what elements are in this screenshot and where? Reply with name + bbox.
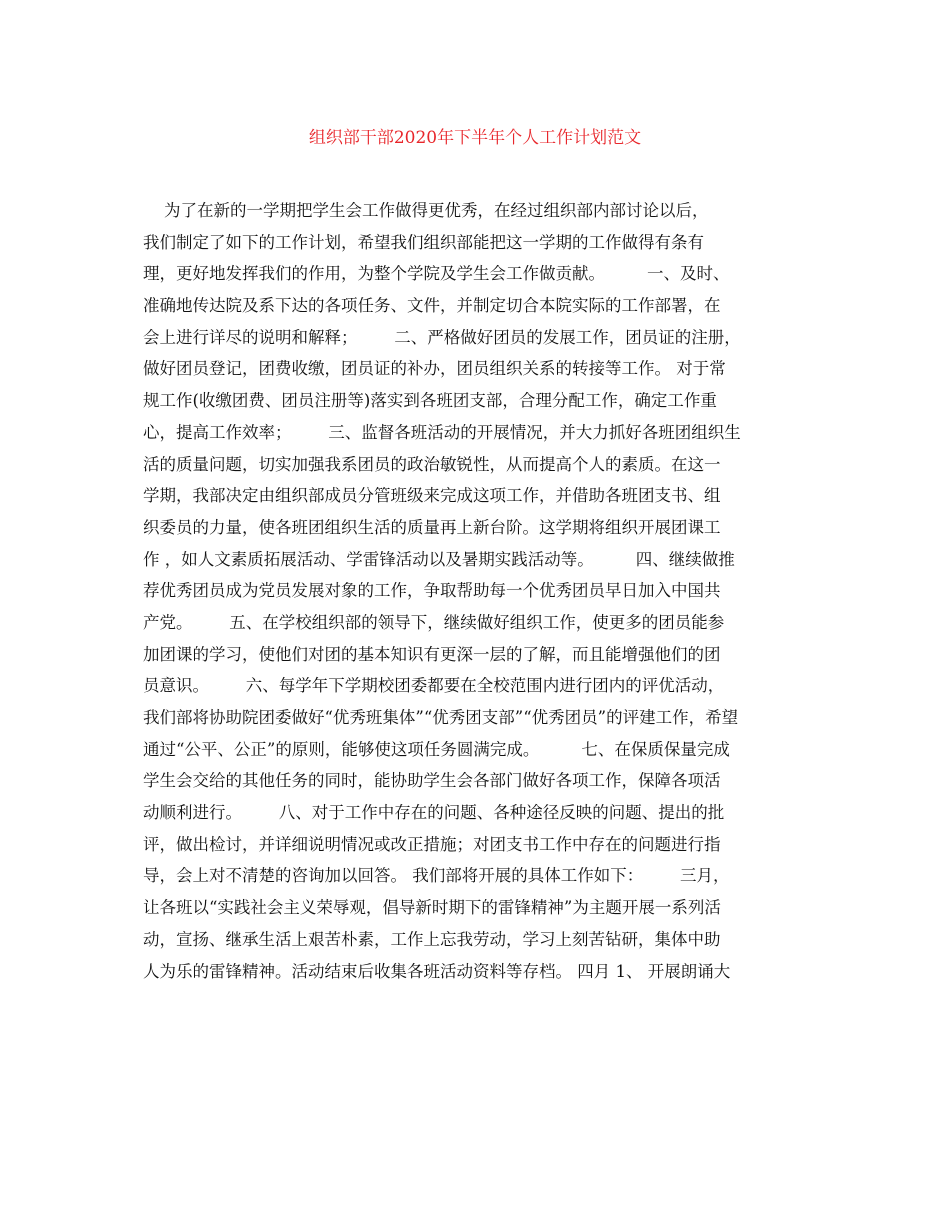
body-text-line: 会上进行详尽的说明和解释； 二、严格做好团员的发展工作，团员证的注册， [143, 327, 741, 347]
body-text-line: 员意识。 六、每学年下学期校团委都要在全校范围内进行团内的评优活动， [143, 676, 725, 696]
body-text-line: 动，宣扬、继承生活上艰苦朴素，工作上忘我劳动，学习上刻苦钻研，集体中助 [143, 929, 721, 949]
body-text-line: 心，提高工作效率； 三、监督各班活动的开展情况，并大力抓好各班团组织生 [143, 422, 741, 442]
document-title: 组织部干部2020年下半年个人工作计划范文 [308, 128, 642, 148]
body-text-line: 织委员的力量，使各班团组织生活的质量再上新台阶。这学期将组织开展团课工 [143, 517, 721, 537]
body-text-line: 做好团员登记，团费收缴，团员证的补办，团员组织关系的转接等工作。 对于常 [143, 359, 726, 379]
body-text-line: 让各班以“实践社会主义荣辱观，倡导新时期下的雷锋精神”为主题开展一系列活 [143, 898, 721, 918]
body-text-line: 为了在新的一学期把学生会工作做得更优秀，在经过组织部内部讨论以后， [143, 201, 709, 220]
body-text-line: 我们制定了如下的工作计划，希望我们组织部能把这一学期的工作做得有条有 [143, 232, 704, 252]
body-text-line: 学期，我部决定由组织部成员分管班级来完成这项工作，并借助各班团支书、组 [143, 486, 721, 506]
body-text-line: 规工作(收缴团费、团员注册等)落实到各班团支部，合理分配工作，确定工作重 [143, 391, 717, 411]
body-text-line: 准确地传达院及系下达的各项任务、文件，并制定切合本院实际的工作部署，在 [143, 296, 721, 316]
body-text-line: 理，更好地发挥我们的作用，为整个学院及学生会工作做贡献。 一、及时、 [143, 264, 730, 284]
body-text-line: 动顺利进行。 八、对于工作中存在的问题、各种途径反映的问题、提出的批 [143, 803, 725, 823]
body-text-line: 学生会交给的其他任务的同时，能协助学生会各部门做好各项工作，保障各项活 [143, 771, 721, 791]
body-text-line: 评，做出检讨，并详细说明情况或改正措施；对团支书工作中存在的问题进行指 [143, 834, 721, 854]
body-text-line: 人为乐的雷锋精神。活动结束后收集各班活动资料等存档。 四月 1、 开展朗诵大 [143, 961, 731, 981]
body-text-line: 荐优秀团员成为党员发展对象的工作，争取帮助每一个优秀团员早日加入中国共 [143, 581, 721, 601]
body-text-line: 导，会上对不清楚的咨询加以回答。 我们部将开展的具体工作如下： 三月， [143, 866, 730, 886]
body-text-line: 通过“公平、公正”的原则，能够使这项任务圆满完成。 七、在保质保量完成 [143, 739, 730, 759]
body-text-line: 产党。 五、在学校组织部的领导下，继续做好组织工作，使更多的团员能参 [143, 612, 725, 632]
document-body [143, 195, 823, 987]
body-text-line: 活的质量问题，切实加强我系团员的政治敏锐性，从而提高个人的素质。在这一 [143, 454, 721, 474]
body-text-line: 我们部将协助院团委做好“优秀班集体”“优秀团支部”“优秀团员”的评建工作，希望 [143, 708, 739, 727]
body-text-line: 作 ，如人文素质拓展活动、学雷锋活动以及暑期实践活动等。 四、继续做推 [143, 549, 735, 569]
body-text-line: 加团课的学习，使他们对团的基本知识有更深一层的了解，而且能增强他们的团 [143, 644, 721, 664]
